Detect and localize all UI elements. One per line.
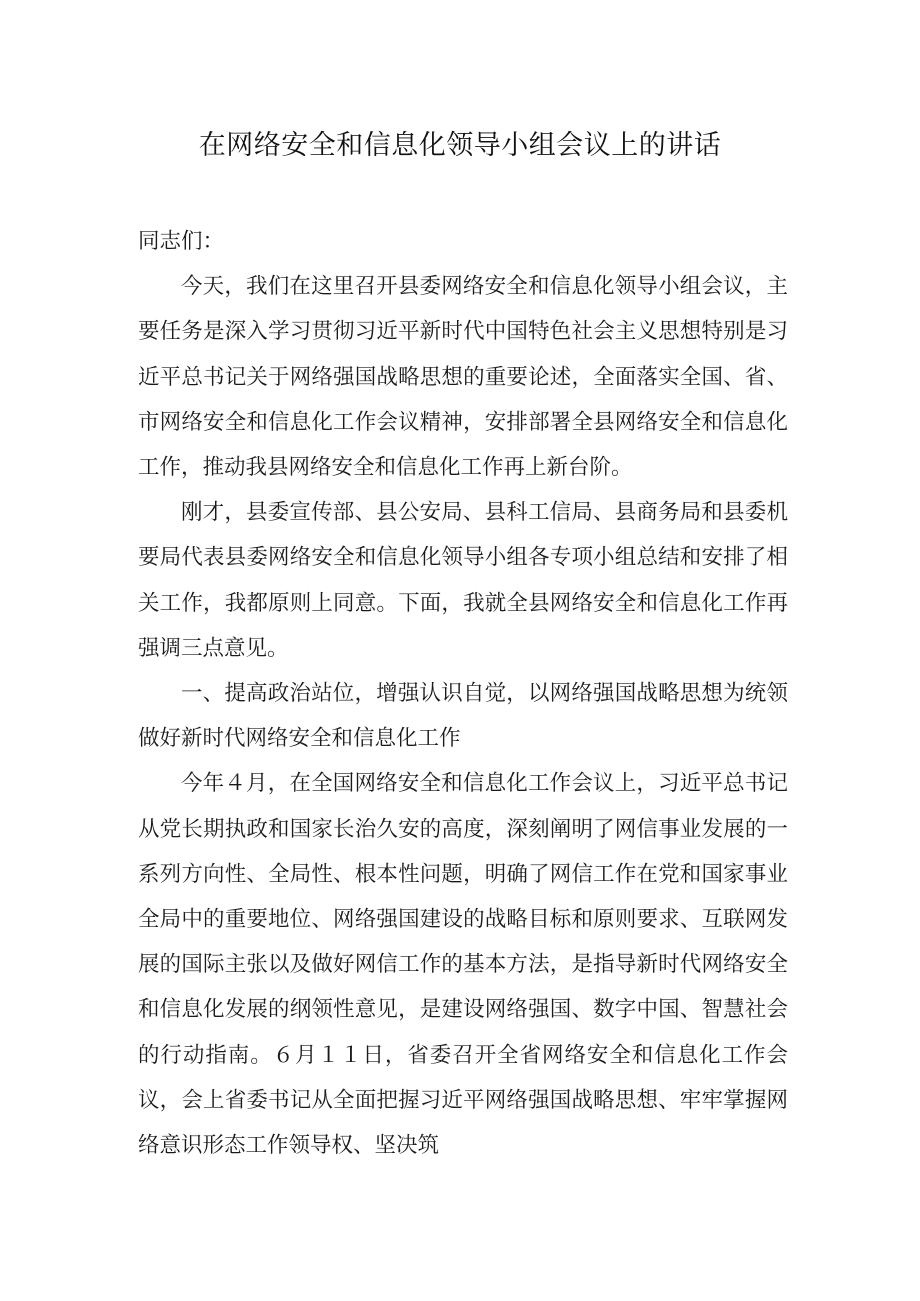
section-heading-one: 一、提高政治站位，增强认识自觉，以网络强国战略思想为统领做好新时代网络安全和信息化工作 [138, 681, 788, 752]
document-body [138, 219, 788, 1168]
paragraph-opening: 今天，我们在这里召开县委网络安全和信息化领导小组会议，主要任务是深入学习贯彻习近平新时代中国特色社会主义思想特别是习近平总书记关于网络强国战略思想的重要论述，全面落实全国、省、市网络安全和信息化工作会议精神，安排部署全县网络安全和信息化工作，推动我县网络安全和信息化工作再上新台阶。 [138, 274, 788, 481]
paragraph-reports: 刚才，县委宣传部、县公安局、县科工信局、县商务局和县委机要局代表县委网络安全和信息化领导小组各专项小组总结和安排了相关工作，我都原则上同意。下面，我就全县网络安全和信息化工作再强调三点意见。 [138, 500, 788, 661]
document-title: 在网络安全和信息化领导小组会议上的讲话 [198, 130, 722, 161]
salutation: 同志们： [138, 229, 225, 254]
paragraph-section-one: 今年４月，在全国网络安全和信息化工作会议上，习近平总书记从党长期执政和国家长治久安的高度，深刻阐明了网信事业发展的一系列方向性、全局性、根本性问题，明确了网信工作在党和国家事业全局中的重要地位、网络强国建设的战略目标和原则要求、互联网发展的国际主张以及做好网信工作的基本方法，是指导新时代网络安全和信息化发展的纲领性意见，是建设网络强国、数字中国、智慧社会的行动指南。６月１１日，省委召开全省网络安全和信息化工作会议，会上省委书记从全面把握习近平网络强国战略思想、牢牢掌握网络意识形态工作领导权、坚决筑 [138, 771, 788, 1159]
